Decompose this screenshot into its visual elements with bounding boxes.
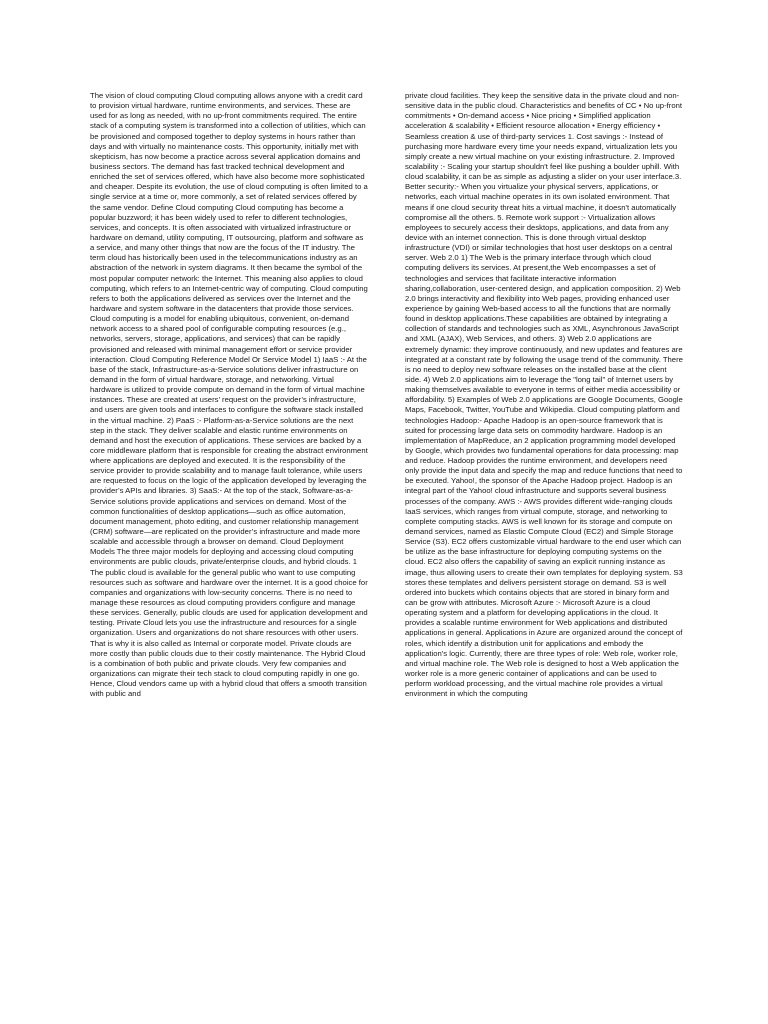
text-column-left: The vision of cloud computing Cloud computing allows anyone with a credit card to provision virtual hardware, runtime environments, and services. These are used for as long as needed, with no up-front commitments required. The entire stack of a computing system is transformed into a collection of utilities, which can be provisioned and composed together to deploy systems in hours rather than days and with virtually no maintenance costs. This opportunity, initially met with skepticism, has now become a practice across several application domains and business sectors. The demand has fast tracked technical development and enriched the set of services offered, which have also become more sophisticated and cheaper. Despite its evolution, the use of cloud computing is often limited to a single service at a time or, more commonly, a set of related services offered by the same vendor. Define Cloud computing Cloud computing has become a popular buzzword; it has been widely used to refer to different technologies, services, and concepts. It is often associated with virtualized infrastructure or hardware on demand, utility computing, IT outsourcing, platform and software as a service, and many other things that now are the focus of the IT industry. The term cloud has historically been used in the telecommunications industry as an abstraction of the network in system diagrams. It then became the symbol of the most popular computer network: the Internet. This meaning also applies to cloud computing, which refers to an Internet-centric way of computing. Cloud computing refers to both the applications delivered as services over the Internet and the hardware and system software in the datacenters that provide those services. Cloud computing is a model for enabling ubiquitous, convenient, on-demand network access to a shared pool of configurable computing resources (e.g., networks, servers, storage, applications, and services) that can be rapidly provisioned and released with minimal management effort or service provider interaction. Cloud Computing Reference Model Or Service Model 1) IaaS :- At the base of the stack, Infrastructure-as-a-Service solutions deliver infrastructure on demand in the form of virtual hardware, storage, and networking. Virtual hardware is utilized to provide compute on demand in the form of virtual machine instances. These are created at users’ request on the provider’s infrastructure, and users are given tools and interfaces to configure the software stack installed in the virtual machine. 2) PaaS :- Platform-as-a-Service solutions are the next step in the stack. They deliver scalable and elastic runtime environments on demand and host the execution of applications. These services are backed by a core middleware platform that is responsible for creating the abstract environment where applications are deployed and executed. It is the responsibility of the service provider to provide scalability and to manage fault tolerance, while users are requested to focus on the logic of the application developed by leveraging the provider’s APIs and libraries. 3) SaaS:- At the top of the stack, Software-as-a-Service solutions provide applications and services on demand. Most of the common functionalities of desktop applications—such as office automation, document management, photo editing, and customer relationship management (CRM) software—are replicated on the provider’s infrastructure and made more scalable and accessible through a browser on demand. Cloud Deployment Models The three major models for deploying and accessing cloud computing environments are public clouds, private/enterprise clouds, and hybrid clouds. 1 The public cloud is available for the general public who want to use computing resources such as software and hardware over the internet. It is a good choice for companies and organizations with low-security concerns. There is no need to manage these resources as cloud computing providers configure and manage these services. Generally, public clouds are used for application development and testing. Private Cloud lets you use the infrastructure and resources for a single organization. Users and organizations do not share resources with other users. That is why it is also called as Internal or corporate model. Private clouds are more costly than public clouds due to their costly maintenance. The Hybrid Cloud is a combination of both public and private clouds. Very few companies and organizations can migrate their tech stack to cloud computing rapidly in one go. Hence, Cloud vendors came up with a hybrid cloud that offers a smooth transition with public and: [90, 91, 368, 699]
text-column-right: private cloud facilities. They keep the sensitive data in the private cloud and non-sensitive data in the public cloud. Characteristics and benefits of CC • No up-front commitments • On-demand access • Nice pricing • Simplified application acceleration & scalability • Efficient resource allocation • Energy efficiency • Seamless creation & use of third-party services 1. Cost savings :- Instead of purchasing more hardware every time your needs expand, virtualization lets you simply create a new virtual machine on your existing infrastructure. 2. Improved scalability :- Scaling your startup shouldn't feel like pushing a boulder uphill. With cloud scalability, it can be as simple as adjusting a slider on your user interface.3. Better security:- When you virtualize your physical servers, applications, or networks, each virtual machine operates in its own isolated environment. That means if one cloud security threat hits a virtual machine, it doesn't automatically compromise all the others. 5. Remote work support :- Virtualization allows employees to securely access their desktops, applications, and data from any device with an internet connection. This is done through virtual desktop infrastructure (VDI) or similar technologies that host user desktops on a central server. Web 2.0 1) The Web is the primary interface through which cloud computing delivers its services. At present,the Web encompasses a set of technologies and services that facilitate interactive information sharing,collaboration, user-centered design, and application composition. 2) Web 2.0 brings interactivity and flexibility into Web pages, providing enhanced user experience by gaining Web-based access to all the functions that are normally found in desktop applications.These capabilities are obtained by integrating a collection of standards and technologies such as XML, Asynchronous JavaScript and XML (AJAX), Web Services, and others. 3) Web 2.0 applications are extremely dynamic: they improve continuously, and new updates and features are integrated at a constant rate by following the usage trend of the community. There is no need to deploy new software releases on the installed base at the client side. 4) Web 2.0 applications aim to leverage the "long tail" of Internet users by making themselves available to everyone in terms of either media accessibility or affordability. 5) Examples of Web 2.0 applications are Google Documents, Google Maps, Facebook, Twitter, YouTube and Wikipedia. Cloud computing platform and technologies Hadoop:- Apache Hadoop is an open-source framework that is suited for processing large data sets on commodity hardware. Hadoop is an implementation of MapReduce, an 2 application programming model developed by Google, which provides two fundamental operations for data processing: map and reduce. Hadoop provides the runtime environment, and developers need only provide the input data and specify the map and reduce functions that need to be executed. Yahoo!, the sponsor of the Apache Hadoop project. Hadoop is an integral part of the Yahoo! cloud infrastructure and supports several business processes of the company. AWS :- AWS provides different wide-ranging clouds IaaS services, which ranges from virtual compute, storage, and networking to complete computing stacks. AWS is well known for its storage and compute on demand services, named as Elastic Compute Cloud (EC2) and Simple Storage Service (S3). EC2 offers customizable virtual hardware to the end user which can be utilize as the base infrastructure for deploying computing systems on the cloud. EC2 also offers the capability of saving an explicit running instance as image, thus allowing users to create their own templates for deploying system. S3 stores these templates and delivers persistent storage on demand. S3 is well ordered into buckets which contains objects that are stored in binary form and can be grow with attributes. Microsoft Azure :- Microsoft Azure is a cloud operating system and a platform for developing applications in the cloud. It provides a scalable runtime environment for Web applications and distributed applications in general. Applications in Azure are organized around the concept of roles, which identify a distribution unit for applications and embody the application's logic. Currently, there are three types of role: Web role, worker role, and virtual machine role. The Web role is designed to host a Web application the worker role is a more generic container of applications and can be used to perform workload processing, and the virtual machine role provides a virtual environment in which the computing: [405, 91, 683, 699]
